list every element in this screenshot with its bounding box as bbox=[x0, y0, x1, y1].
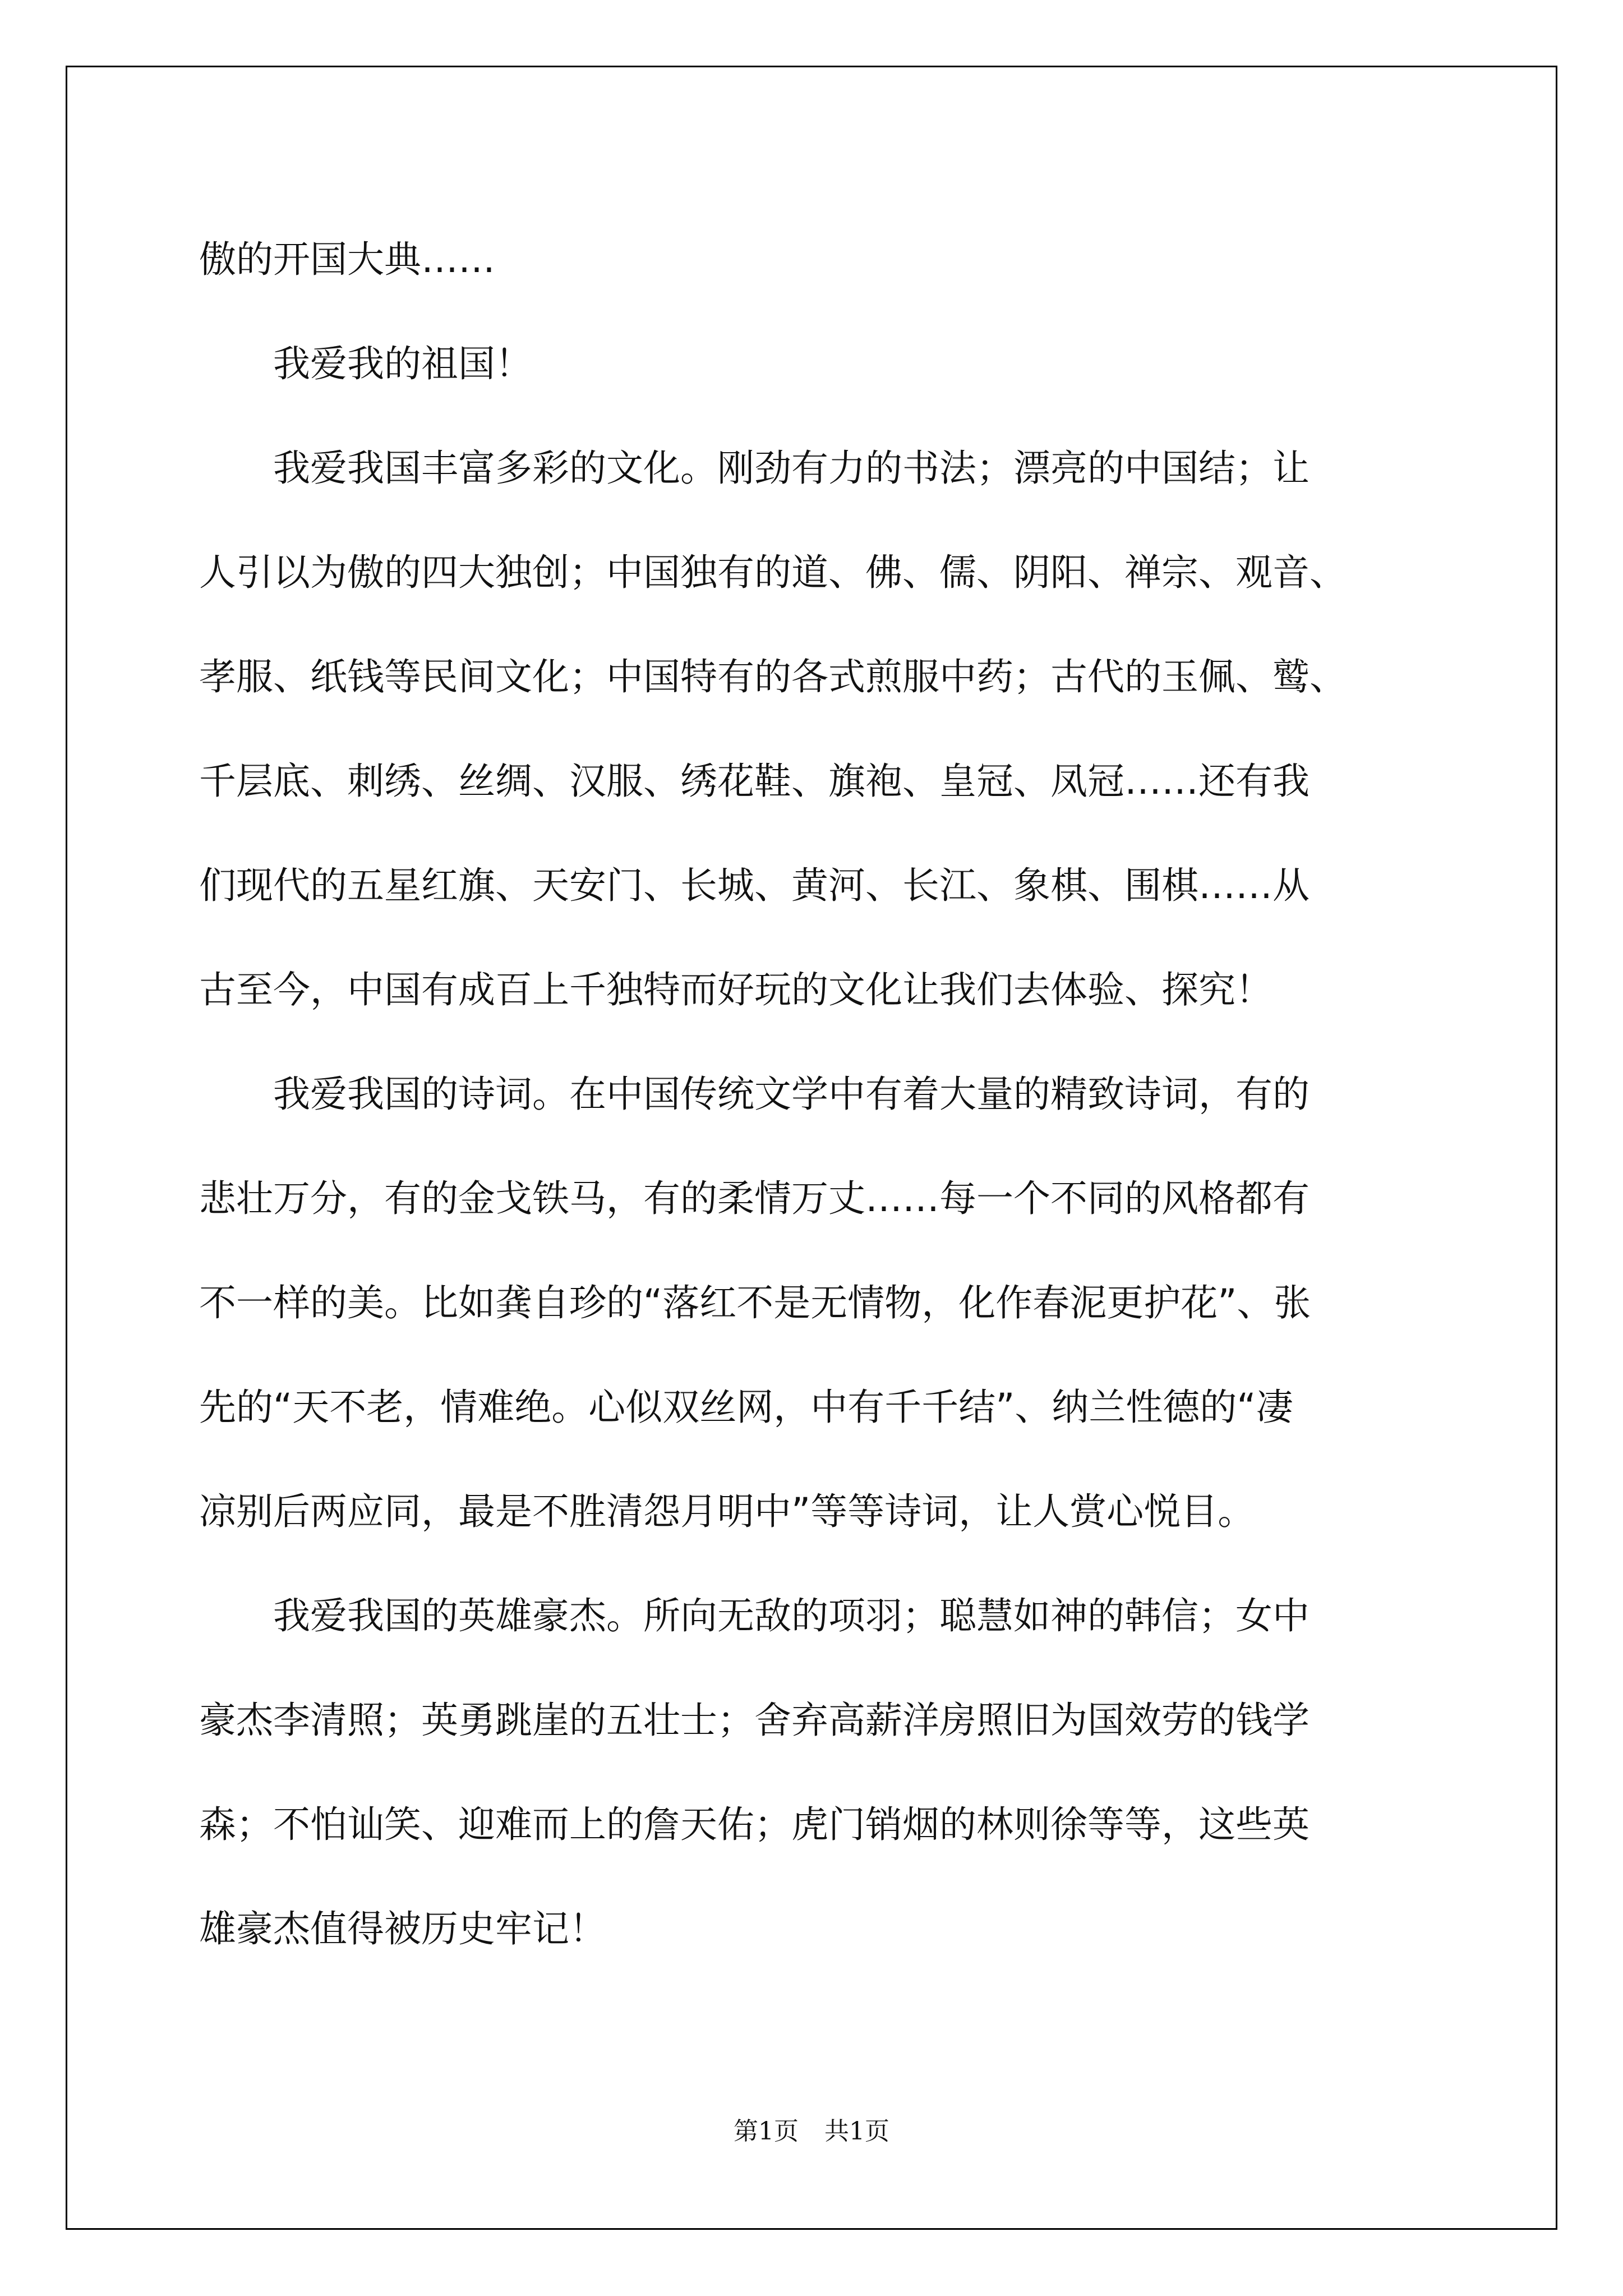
text-line: 我爱我国的英雄豪杰。所向无敌的项羽；聪慧如神的韩信；女中 bbox=[199, 1594, 1310, 1637]
text-line: 森；不怕讪笑、迎难而上的詹天佑；虎门销烟的林则徐等等，这些英 bbox=[199, 1803, 1310, 1846]
text-line: 们现代的五星红旗、天安门、长城、黄河、长江、象棋、围棋……从 bbox=[199, 864, 1310, 907]
text-line: 傲的开国大典…… bbox=[199, 238, 495, 281]
text-line: 不一样的美。比如龚自珍的“落红不是无情物，化作春泥更护花”、张 bbox=[199, 1281, 1311, 1324]
text-line: 凉别后两应同，最是不胜清怨月明中”等等诗词，让人赏心悦目。 bbox=[199, 1490, 1255, 1533]
page-footer bbox=[0, 2115, 1623, 2148]
text-line: 我爱我的祖国！ bbox=[199, 342, 532, 385]
text-line: 孝服、纸钱等民间文化；中国特有的各式煎服中药；古代的玉佩、鹫、 bbox=[199, 655, 1347, 698]
page-number-current: 第1页 bbox=[734, 2117, 799, 2146]
text-line: 先的“天不老，情难绝。心似双丝网，中有千千结”、纳兰性德的“凄 bbox=[199, 1386, 1293, 1429]
text-line: 雄豪杰值得被历史牢记！ bbox=[199, 1907, 606, 1950]
text-line: 我爱我国的诗词。在中国传统文学中有着大量的精致诗词，有的 bbox=[199, 1073, 1310, 1116]
document-body bbox=[199, 208, 1455, 1981]
page-number-total: 共1页 bbox=[824, 2117, 889, 2146]
text-line: 人引以为傲的四大独创；中国独有的道、佛、儒、阴阳、禅宗、观音、 bbox=[199, 551, 1347, 594]
text-line: 悲壮万分，有的金戈铁马，有的柔情万丈……每一个不同的风格都有 bbox=[199, 1177, 1310, 1220]
text-line: 我爱我国丰富多彩的文化。刚劲有力的书法；漂亮的中国结；让 bbox=[199, 447, 1310, 490]
text-line: 古至今，中国有成百上千独特而好玩的文化让我们去体验、探究！ bbox=[199, 968, 1272, 1011]
text-line: 豪杰李清照；英勇跳崖的五壮士；舍弃高薪洋房照旧为国效劳的钱学 bbox=[199, 1699, 1310, 1742]
text-line: 千层底、刺绣、丝绸、汉服、绣花鞋、旗袍、皇冠、凤冠……还有我 bbox=[199, 760, 1310, 803]
